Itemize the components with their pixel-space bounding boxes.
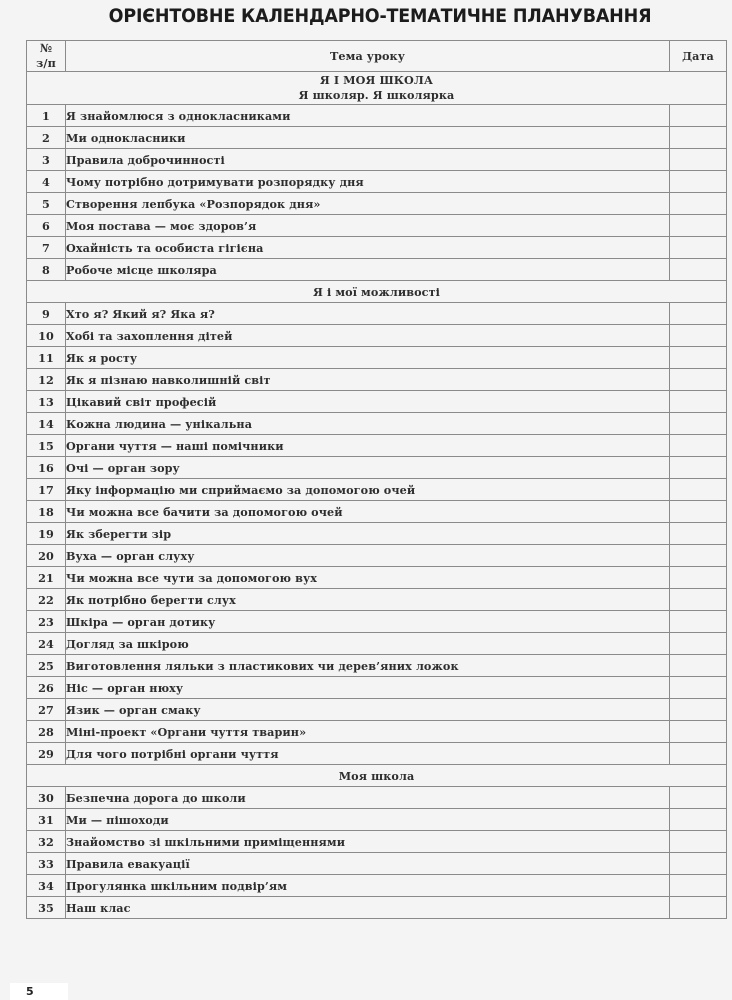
lesson-date-cell[interactable]: [670, 589, 727, 611]
section-header-row: [27, 281, 727, 303]
lesson-number: 35: [27, 897, 66, 919]
table-row: [27, 435, 727, 457]
section-title: [27, 72, 727, 105]
table-header-row: [27, 41, 727, 72]
lesson-number: 11: [27, 347, 66, 369]
section-title-text: Я І МОЯ ШКОЛА: [319, 73, 434, 87]
lesson-date-cell[interactable]: [670, 875, 727, 897]
lesson-date-cell[interactable]: [670, 413, 727, 435]
lesson-number: 14: [27, 413, 66, 435]
lesson-date-cell[interactable]: [670, 479, 727, 501]
table-row: [27, 127, 727, 149]
section-title-text: Я і мої можливості: [313, 284, 440, 299]
section-title: [27, 765, 727, 787]
table-row: [27, 809, 727, 831]
lesson-date-cell[interactable]: [670, 501, 727, 523]
table-row: [27, 171, 727, 193]
lesson-topic: Чи можна все бачити за допомогою очей: [66, 501, 670, 523]
lesson-topic: Ми — пішоходи: [66, 809, 670, 831]
table-row: [27, 501, 727, 523]
lesson-topic: Охайність та особиста гігієна: [66, 237, 670, 259]
lesson-topic: Органи чуття — наші помічники: [66, 435, 670, 457]
lesson-topic: Для чого потрібні органи чуття: [66, 743, 670, 765]
lesson-date-cell[interactable]: [670, 457, 727, 479]
lesson-number: 32: [27, 831, 66, 853]
lesson-date-cell[interactable]: [670, 215, 727, 237]
lesson-date-cell[interactable]: [670, 259, 727, 281]
lesson-topic: Догляд за шкірою: [66, 633, 670, 655]
lesson-date-cell[interactable]: [670, 677, 727, 699]
table-row: [27, 567, 727, 589]
table-row: [27, 369, 727, 391]
lesson-number: 29: [27, 743, 66, 765]
lesson-number: 1: [27, 105, 66, 127]
table-row: [27, 787, 727, 809]
lesson-date-cell[interactable]: [670, 721, 727, 743]
lesson-date-cell[interactable]: [670, 193, 727, 215]
table-row: [27, 831, 727, 853]
lesson-number: 13: [27, 391, 66, 413]
lesson-date-cell[interactable]: [670, 655, 727, 677]
lesson-topic: Моя постава — моє здоров’я: [66, 215, 670, 237]
lesson-topic: Безпечна дорога до школи: [66, 787, 670, 809]
column-header-topic: Тема уроку: [66, 41, 670, 72]
section-header-row: [27, 72, 727, 105]
lesson-date-cell[interactable]: [670, 611, 727, 633]
lesson-topic: Чому потрібно дотримувати розпорядку дня: [66, 171, 670, 193]
lesson-topic: Створення лепбука «Розпорядок дня»: [66, 193, 670, 215]
lesson-number: 12: [27, 369, 66, 391]
lesson-number: 2: [27, 127, 66, 149]
table-row: [27, 721, 727, 743]
lesson-topic: Робоче місце школяра: [66, 259, 670, 281]
lesson-number: 8: [27, 259, 66, 281]
lesson-number: 22: [27, 589, 66, 611]
lesson-date-cell[interactable]: [670, 391, 727, 413]
lesson-topic: Як я пізнаю навколишній світ: [66, 369, 670, 391]
number-sign: №: [39, 41, 53, 55]
lesson-topic: Я знайомлюся з однокласниками: [66, 105, 670, 127]
lesson-date-cell[interactable]: [670, 831, 727, 853]
lesson-topic: Правила доброчинності: [66, 149, 670, 171]
table-row: [27, 897, 727, 919]
column-header-date: Дата: [670, 41, 727, 72]
lesson-topic: Вуха — орган слуху: [66, 545, 670, 567]
lesson-number: 27: [27, 699, 66, 721]
lesson-date-cell[interactable]: [670, 171, 727, 193]
lesson-number: 17: [27, 479, 66, 501]
lesson-number: 18: [27, 501, 66, 523]
table-row: [27, 303, 727, 325]
lesson-date-cell[interactable]: [670, 127, 727, 149]
lesson-date-cell[interactable]: [670, 897, 727, 919]
table-row: [27, 853, 727, 875]
number-abbrev: з/п: [36, 56, 56, 70]
lesson-number: 7: [27, 237, 66, 259]
lesson-topic: Ми однокласники: [66, 127, 670, 149]
lesson-date-cell[interactable]: [670, 435, 727, 457]
table-row: [27, 215, 727, 237]
lesson-topic: Знайомство зі шкільними приміщеннями: [66, 831, 670, 853]
page-title: ОРІЄНТОВНЕ КАЛЕНДАРНО-ТЕМАТИЧНЕ ПЛАНУВАННЯ: [108, 5, 652, 27]
lesson-number: 33: [27, 853, 66, 875]
lesson-plan-table: [26, 40, 727, 919]
lesson-number: 19: [27, 523, 66, 545]
lesson-number: 34: [27, 875, 66, 897]
section-subtitle-text: Я школяр. Я школярка: [298, 88, 455, 102]
lesson-date-cell[interactable]: [670, 523, 727, 545]
lesson-number: 9: [27, 303, 66, 325]
lesson-number: 10: [27, 325, 66, 347]
lesson-topic: Ніс — орган нюху: [66, 677, 670, 699]
lesson-topic: Виготовлення ляльки з пластикових чи дерев’яних ложок: [66, 655, 670, 677]
lesson-date-cell[interactable]: [670, 853, 727, 875]
table-row: [27, 545, 727, 567]
lesson-number: 25: [27, 655, 66, 677]
lesson-topic: Як зберегти зір: [66, 523, 670, 545]
lesson-topic: Очі — орган зору: [66, 457, 670, 479]
lesson-date-cell[interactable]: [670, 105, 727, 127]
lesson-date-cell[interactable]: [670, 369, 727, 391]
table-row: [27, 589, 727, 611]
lesson-topic: Цікавий світ професій: [66, 391, 670, 413]
table-row: [27, 391, 727, 413]
table-row: [27, 149, 727, 171]
table-row: [27, 347, 727, 369]
lesson-number: 6: [27, 215, 66, 237]
lesson-number: 16: [27, 457, 66, 479]
lesson-date-cell[interactable]: [670, 743, 727, 765]
lesson-number: 30: [27, 787, 66, 809]
page-number: 5: [10, 983, 68, 1000]
lesson-number: 15: [27, 435, 66, 457]
table-row: [27, 699, 727, 721]
lesson-topic: Чи можна все чути за допомогою вух: [66, 567, 670, 589]
lesson-topic: Шкіра — орган дотику: [66, 611, 670, 633]
lesson-number: 5: [27, 193, 66, 215]
lesson-date-cell[interactable]: [670, 567, 727, 589]
lesson-topic: Міні-проект «Органи чуття тварин»: [66, 721, 670, 743]
column-header-number: [27, 41, 66, 72]
table-row: [27, 193, 727, 215]
table-row: [27, 523, 727, 545]
table-row: [27, 413, 727, 435]
lesson-date-cell[interactable]: [670, 787, 727, 809]
lesson-date-cell[interactable]: [670, 545, 727, 567]
lesson-number: 26: [27, 677, 66, 699]
table-row: [27, 611, 727, 633]
lesson-date-cell[interactable]: [670, 347, 727, 369]
lesson-topic: Прогулянка шкільним подвір’ям: [66, 875, 670, 897]
lesson-number: 28: [27, 721, 66, 743]
section-header-row: [27, 765, 727, 787]
table-row: [27, 237, 727, 259]
table-row: [27, 633, 727, 655]
lesson-date-cell[interactable]: [670, 303, 727, 325]
table-row: [27, 325, 727, 347]
lesson-number: 20: [27, 545, 66, 567]
lesson-topic: Кожна людина — унікальна: [66, 413, 670, 435]
table-row: [27, 743, 727, 765]
lesson-date-cell[interactable]: [670, 149, 727, 171]
lesson-number: 23: [27, 611, 66, 633]
section-title-text: Моя школа: [338, 768, 415, 783]
lesson-topic: Хто я? Який я? Яка я?: [66, 303, 670, 325]
table-row: [27, 105, 727, 127]
lesson-topic: Яку інформацію ми сприймаємо за допомогою очей: [66, 479, 670, 501]
lesson-number: 3: [27, 149, 66, 171]
lesson-topic: Язик — орган смаку: [66, 699, 670, 721]
table-row: [27, 457, 727, 479]
lesson-number: 4: [27, 171, 66, 193]
lesson-number: 24: [27, 633, 66, 655]
lesson-date-cell[interactable]: [670, 325, 727, 347]
table-row: [27, 655, 727, 677]
table-row: [27, 875, 727, 897]
table-row: [27, 259, 727, 281]
lesson-date-cell[interactable]: [670, 809, 727, 831]
table-row: [27, 479, 727, 501]
lesson-number: 21: [27, 567, 66, 589]
table-row: [27, 677, 727, 699]
lesson-number: 31: [27, 809, 66, 831]
lesson-topic: Як потрібно берегти слух: [66, 589, 670, 611]
lesson-topic: Хобі та захоплення дітей: [66, 325, 670, 347]
lesson-date-cell[interactable]: [670, 633, 727, 655]
lesson-date-cell[interactable]: [670, 699, 727, 721]
section-title: [27, 281, 727, 303]
lesson-topic: Правила евакуації: [66, 853, 670, 875]
lesson-topic: Як я росту: [66, 347, 670, 369]
lesson-date-cell[interactable]: [670, 237, 727, 259]
lesson-topic: Наш клас: [66, 897, 670, 919]
